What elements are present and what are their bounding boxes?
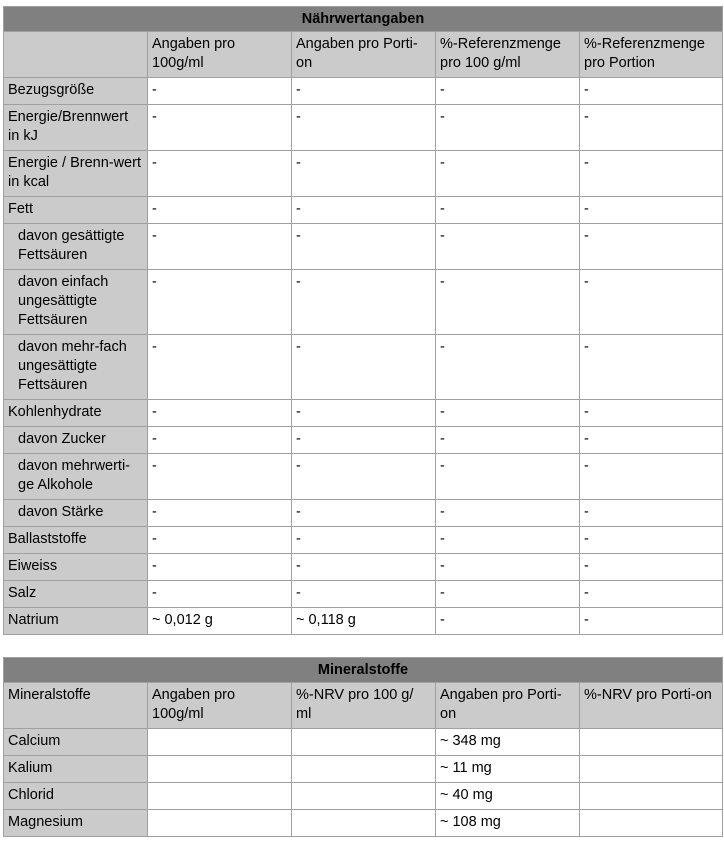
table-cell: - (148, 454, 292, 500)
table-row (4, 783, 723, 810)
table-cell: - (292, 554, 436, 581)
table-cell: - (148, 500, 292, 527)
table-row (4, 197, 723, 224)
table-cell: - (292, 527, 436, 554)
column-header: Angaben pro 100g/ml (148, 32, 292, 78)
row-label: Kohlenhydrate (4, 400, 148, 427)
table-row (4, 270, 723, 335)
table-row (4, 151, 723, 197)
naehrwert-table (3, 6, 723, 635)
column-header: Angaben pro Porti-on (436, 683, 580, 729)
table-cell (292, 729, 436, 756)
table-cell: - (436, 554, 580, 581)
table-cell: - (148, 427, 292, 454)
table-cell: - (292, 500, 436, 527)
table-row (4, 608, 723, 635)
table-cell: - (148, 400, 292, 427)
row-label: Magnesium (4, 810, 148, 837)
row-label: Bezugsgröße (4, 78, 148, 105)
row-label: Fett (4, 197, 148, 224)
table-cell: - (148, 554, 292, 581)
table-cell (580, 729, 723, 756)
naehrwert-rows (4, 78, 723, 635)
table-cell: - (436, 608, 580, 635)
table-cell: - (436, 105, 580, 151)
table-cell: - (436, 78, 580, 105)
table-cell: ~ 40 mg (436, 783, 580, 810)
table-cell: - (292, 197, 436, 224)
table-cell: - (436, 427, 580, 454)
table-row (4, 527, 723, 554)
table-cell (148, 783, 292, 810)
column-header: Mineralstoffe (4, 683, 148, 729)
table-cell: - (148, 151, 292, 197)
table-cell: ~ 11 mg (436, 756, 580, 783)
table-row (4, 454, 723, 500)
column-header (4, 32, 148, 78)
table-cell: - (148, 224, 292, 270)
table-cell: - (292, 105, 436, 151)
table-cell: - (580, 527, 723, 554)
table-row (4, 810, 723, 837)
naehrwert-title: Nährwertangaben (4, 7, 723, 32)
table-cell: - (436, 500, 580, 527)
table-cell (580, 783, 723, 810)
table-cell (292, 810, 436, 837)
table-cell: - (436, 454, 580, 500)
mineralstoffe-table (3, 657, 723, 837)
row-label: Kalium (4, 756, 148, 783)
column-header: Angaben pro Porti-on (292, 32, 436, 78)
table-cell: - (580, 500, 723, 527)
table-cell: ~ 108 mg (436, 810, 580, 837)
row-label: Energie/Brennwert in kJ (4, 105, 148, 151)
row-label: Natrium (4, 608, 148, 635)
table-cell: - (580, 197, 723, 224)
table-row (4, 400, 723, 427)
table-cell: - (580, 105, 723, 151)
row-label: davon einfach ungesättigte Fettsäuren (4, 270, 148, 335)
table-cell: - (292, 270, 436, 335)
table-cell: - (580, 554, 723, 581)
row-label: Chlorid (4, 783, 148, 810)
table-cell: ~ 0,012 g (148, 608, 292, 635)
table-cell: - (580, 224, 723, 270)
table-cell: ~ 348 mg (436, 729, 580, 756)
table-cell: - (292, 151, 436, 197)
table-cell: - (580, 608, 723, 635)
table-cell (148, 756, 292, 783)
table-cell: - (292, 427, 436, 454)
table-cell: - (292, 78, 436, 105)
table-row (4, 500, 723, 527)
table-cell: - (148, 335, 292, 400)
row-label: davon gesättigte Fettsäuren (4, 224, 148, 270)
table-cell: - (436, 581, 580, 608)
table-row (4, 756, 723, 783)
table-cell: - (292, 454, 436, 500)
row-label: Ballaststoffe (4, 527, 148, 554)
column-header: %-Referenzmenge pro 100 g/ml (436, 32, 580, 78)
table-cell (580, 756, 723, 783)
table-cell: - (148, 270, 292, 335)
table-cell (148, 810, 292, 837)
row-label: davon Stärke (4, 500, 148, 527)
column-header: Angaben pro 100g/ml (148, 683, 292, 729)
table-cell: - (292, 400, 436, 427)
column-header: %-NRV pro 100 g/ ml (292, 683, 436, 729)
row-label: davon mehrwerti-ge Alkohole (4, 454, 148, 500)
table-cell: - (436, 151, 580, 197)
mineralstoffe-title: Mineralstoffe (4, 658, 723, 683)
table-cell: - (436, 224, 580, 270)
table-cell: - (436, 527, 580, 554)
row-label: davon Zucker (4, 427, 148, 454)
table-cell: - (580, 400, 723, 427)
table-row (4, 78, 723, 105)
table-cell: - (436, 270, 580, 335)
table-cell: - (580, 427, 723, 454)
table-cell: - (580, 270, 723, 335)
table-cell: - (148, 527, 292, 554)
row-label: Calcium (4, 729, 148, 756)
table-cell: - (436, 400, 580, 427)
table-cell: - (148, 581, 292, 608)
table-cell: - (148, 105, 292, 151)
row-label: Energie / Brenn-wert in kcal (4, 151, 148, 197)
table-cell (580, 810, 723, 837)
row-label: Eiweiss (4, 554, 148, 581)
table-row (4, 105, 723, 151)
table-cell: - (148, 78, 292, 105)
table-row (4, 554, 723, 581)
table-cell: - (148, 197, 292, 224)
table-row (4, 427, 723, 454)
table-cell: - (436, 197, 580, 224)
table-row (4, 335, 723, 400)
table-row (4, 729, 723, 756)
table-cell (292, 783, 436, 810)
table-cell: - (580, 78, 723, 105)
row-label: Salz (4, 581, 148, 608)
table-cell: ~ 0,118 g (292, 608, 436, 635)
table-cell: - (580, 151, 723, 197)
column-header: %-NRV pro Porti-on (580, 683, 723, 729)
table-cell: - (580, 454, 723, 500)
table-row (4, 581, 723, 608)
table-cell: - (580, 581, 723, 608)
table-cell (148, 729, 292, 756)
row-label: davon mehr-fach ungesättigte Fettsäuren (4, 335, 148, 400)
table-row (4, 224, 723, 270)
table-cell: - (436, 335, 580, 400)
table-cell: - (292, 335, 436, 400)
table-cell: - (292, 581, 436, 608)
column-header: %-Referenzmenge pro Portion (580, 32, 723, 78)
table-cell: - (580, 335, 723, 400)
table-cell: - (292, 224, 436, 270)
table-cell (292, 756, 436, 783)
mineralstoffe-rows (4, 729, 723, 837)
